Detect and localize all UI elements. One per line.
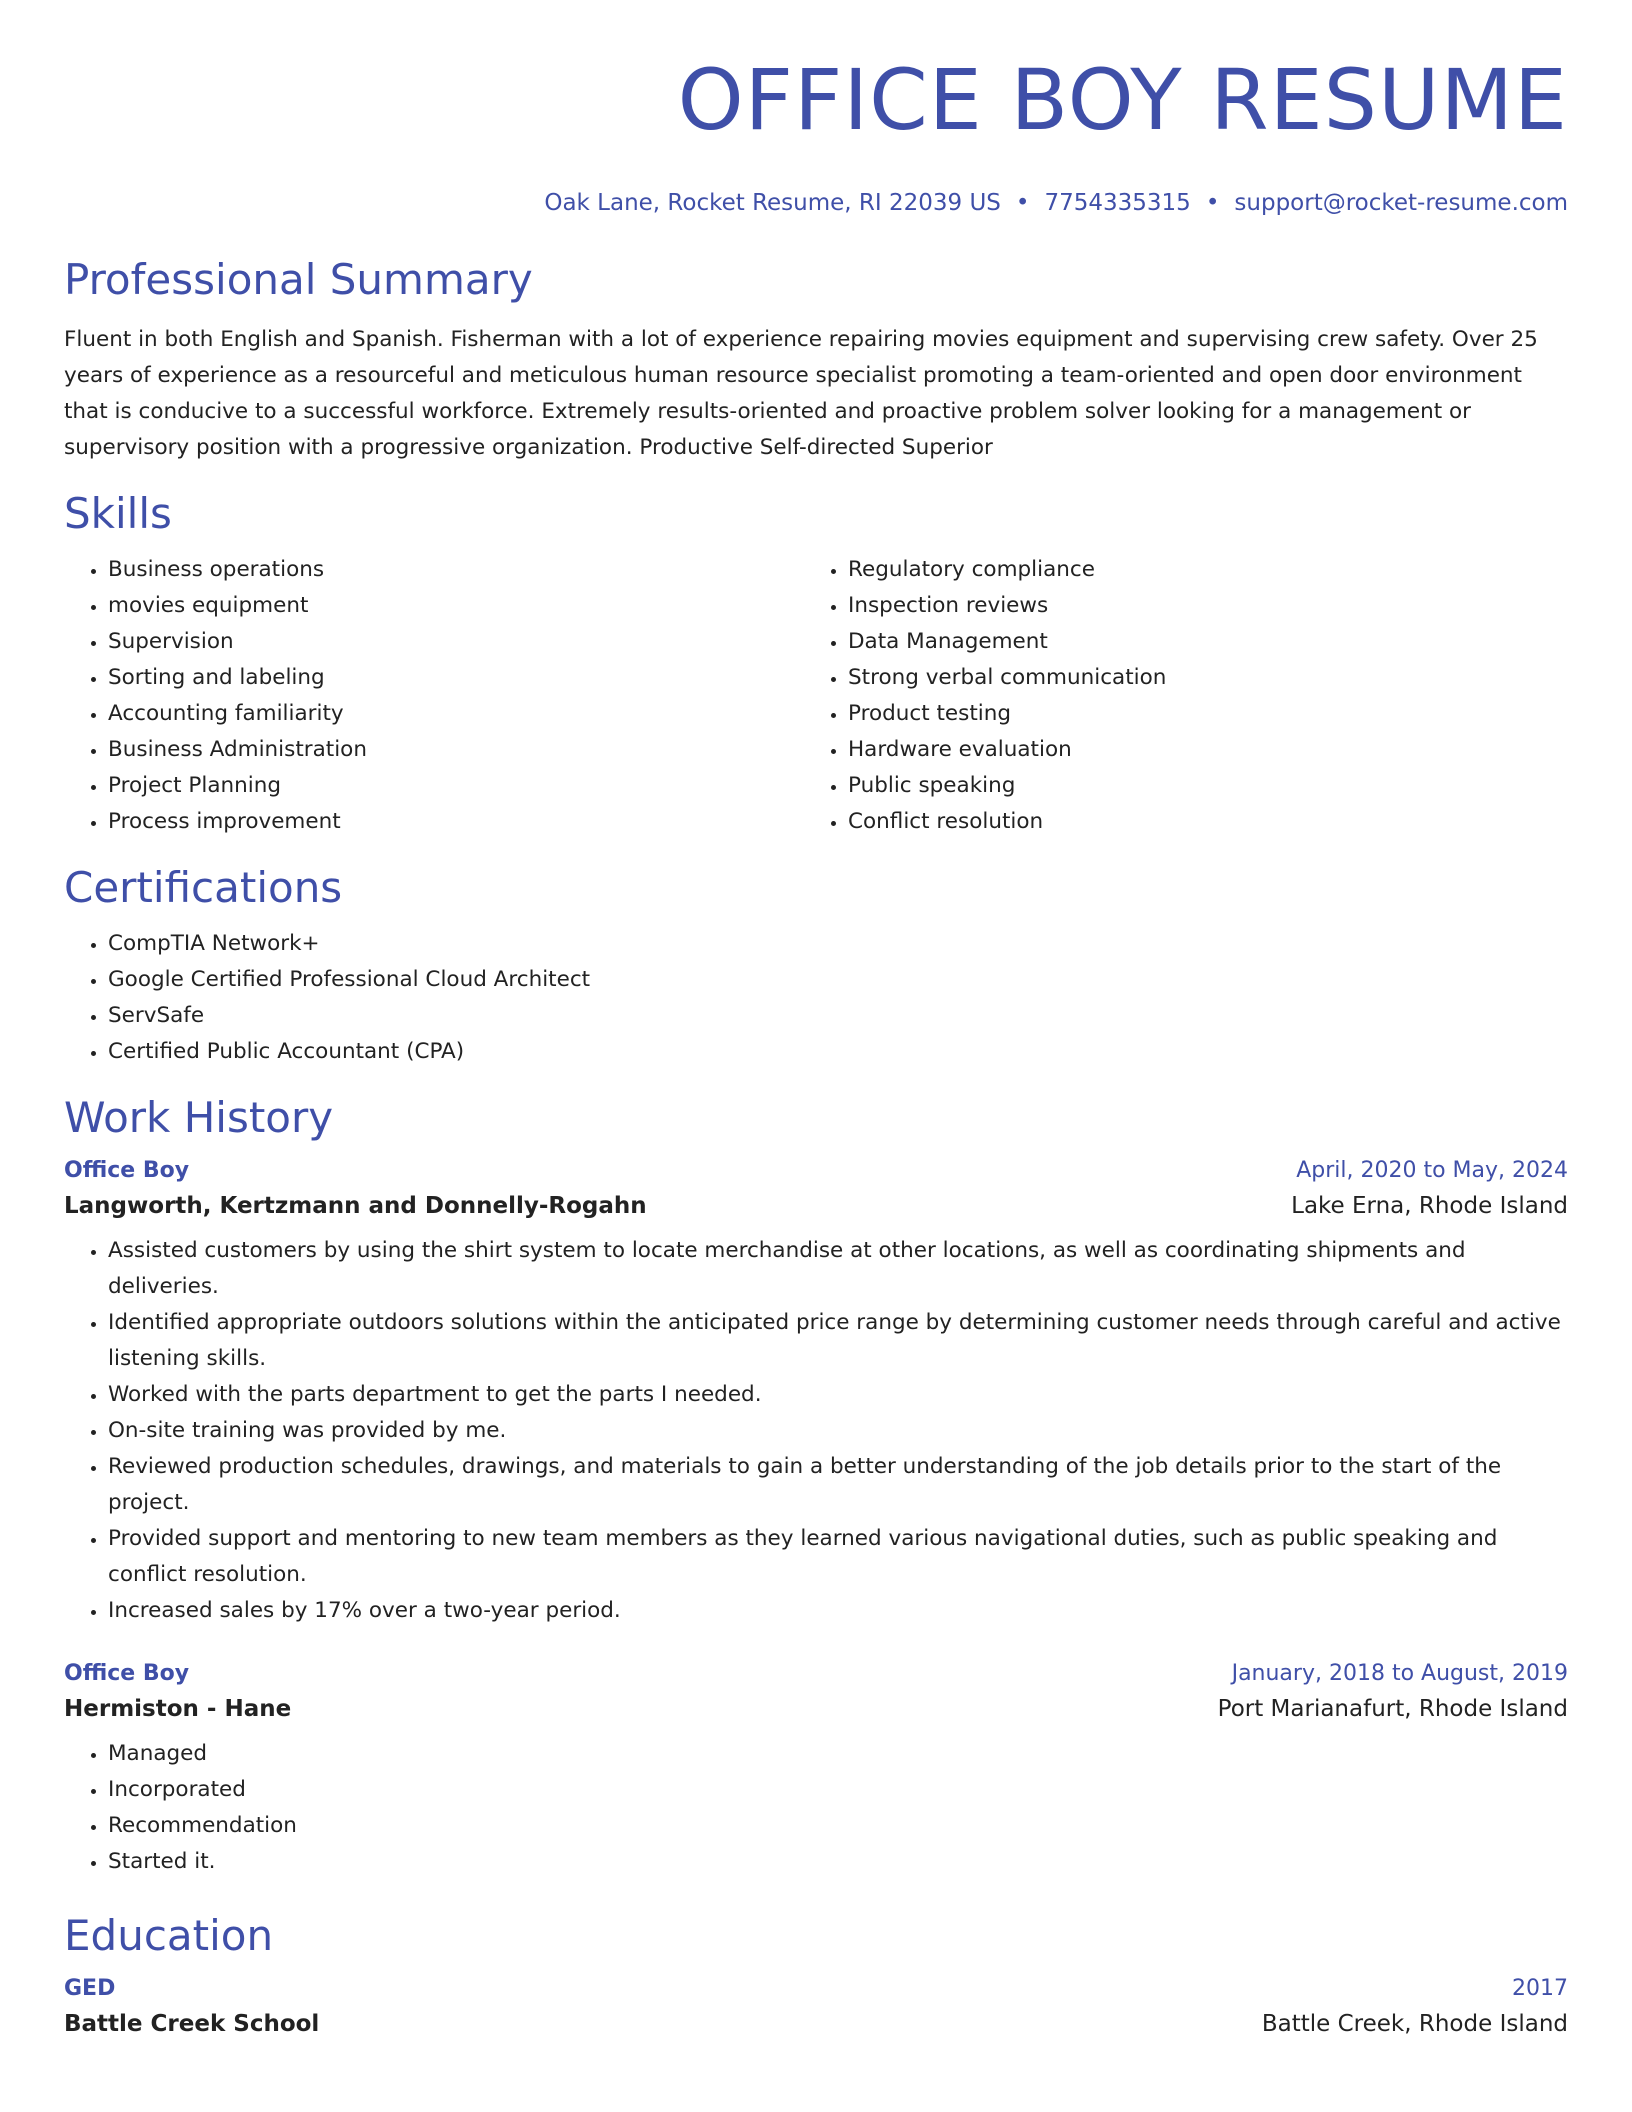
contact-phone: 7754335315 bbox=[1044, 190, 1191, 216]
certification-item: • CompTIA Network+ bbox=[108, 926, 1568, 962]
contact-address: Oak Lane, Rocket Resume, RI 22039 US bbox=[544, 190, 1001, 216]
education-year: 2017 bbox=[1512, 1976, 1568, 2001]
job-company: Hermiston - Hane bbox=[64, 1696, 292, 1722]
certification-item: • Certified Public Accountant (CPA) bbox=[108, 1034, 1568, 1070]
job-bullet: • Reviewed production schedules, drawings, and materials to gain a better understanding of the job details prior to the start of the project. bbox=[108, 1449, 1568, 1521]
skill-item: • Process improvement bbox=[108, 804, 804, 840]
job-bullets bbox=[64, 1736, 1568, 1880]
skill-item: • Data Management bbox=[848, 624, 1544, 660]
contact-line bbox=[64, 190, 1568, 216]
job-header bbox=[64, 1661, 1568, 1686]
job-bullet: • Worked with the parts department to get the parts I needed. bbox=[108, 1377, 1568, 1413]
skill-item: • Regulatory compliance bbox=[848, 552, 1544, 588]
skill-item: • Business operations bbox=[108, 552, 804, 588]
work-history-heading: Work History bbox=[64, 1093, 334, 1142]
certifications-section bbox=[64, 862, 1568, 1070]
education-entry bbox=[64, 1976, 1568, 2037]
skill-item: • Inspection reviews bbox=[848, 588, 1544, 624]
skill-item: • movies equipment bbox=[108, 588, 804, 624]
job-subheader bbox=[64, 1193, 1568, 1219]
skills-list-right bbox=[804, 552, 1544, 840]
education-heading: Education bbox=[64, 1911, 274, 1960]
education-location: Battle Creek, Rhode Island bbox=[1261, 2011, 1568, 2037]
job-header bbox=[64, 1158, 1568, 1183]
skill-item: • Accounting familiarity bbox=[108, 696, 804, 732]
contact-email[interactable]: support@rocket-resume.com bbox=[1234, 190, 1568, 216]
skills-list-left bbox=[64, 552, 804, 840]
job-bullet: • Managed bbox=[108, 1736, 1568, 1772]
skill-item: • Project Planning bbox=[108, 768, 804, 804]
job-subheader bbox=[64, 1696, 1568, 1722]
education-header bbox=[64, 1976, 1568, 2001]
skill-item: • Hardware evaluation bbox=[848, 732, 1544, 768]
skill-item: • Strong verbal communication bbox=[848, 660, 1544, 696]
skills-grid bbox=[64, 552, 1568, 840]
summary-section bbox=[64, 254, 1568, 466]
education-degree: GED bbox=[64, 1976, 116, 2001]
resume-title: OFFICE BOY RESUME bbox=[677, 51, 1568, 149]
job-bullet: • Recommendation bbox=[108, 1808, 1568, 1844]
summary-heading: Professional Summary bbox=[64, 255, 533, 304]
job-bullet: • Started it. bbox=[108, 1844, 1568, 1880]
job-bullet: • Provided support and mentoring to new team members as they learned various navigational duties, such as public speaking and conflict resolution. bbox=[108, 1521, 1568, 1593]
education-subheader bbox=[64, 2011, 1568, 2037]
job-entry bbox=[64, 1661, 1568, 1880]
skill-item: • Sorting and labeling bbox=[108, 660, 804, 696]
education-section bbox=[64, 1910, 1568, 2037]
job-location: Lake Erna, Rhode Island bbox=[1291, 1193, 1568, 1219]
certifications-heading: Certifications bbox=[64, 863, 343, 912]
job-company: Langworth, Kertzmann and Donnelly-Rogahn bbox=[64, 1193, 647, 1219]
skills-heading: Skills bbox=[64, 489, 172, 538]
job-dates: April, 2020 to May, 2024 bbox=[1296, 1158, 1568, 1183]
job-bullet: • On-site training was provided by me. bbox=[108, 1413, 1568, 1449]
job-bullet: • Increased sales by 17% over a two-year period. bbox=[108, 1593, 1568, 1629]
job-bullet: • Incorporated bbox=[108, 1772, 1568, 1808]
certification-item: • Google Certified Professional Cloud Architect bbox=[108, 962, 1568, 998]
job-dates: January, 2018 to August, 2019 bbox=[1231, 1661, 1568, 1686]
skill-item: • Business Administration bbox=[108, 732, 804, 768]
certification-item: • ServSafe bbox=[108, 998, 1568, 1034]
summary-text: Fluent in both English and Spanish. Fisherman with a lot of experience repairing movies equipment and supervising crew safety. Over 25 years of experience as a resourceful and meticulous human resource specialist promoting a team-oriented and open door environment that is conducive to a successful workforce. Extremely results-oriented and proactive problem solver looking for a management or supervisory position with a progressive organization. Productive Self-directed Superior bbox=[64, 327, 1538, 460]
skill-item: • Public speaking bbox=[848, 768, 1544, 804]
skill-item: • Product testing bbox=[848, 696, 1544, 732]
job-title: Office Boy bbox=[64, 1158, 190, 1183]
education-school: Battle Creek School bbox=[64, 2011, 320, 2037]
skills-column-left bbox=[64, 552, 804, 840]
certifications-list bbox=[64, 926, 1568, 1070]
job-bullet: • Assisted customers by using the shirt system to locate merchandise at other locations, as well as coordinating shipments and deliveries. bbox=[108, 1233, 1568, 1305]
job-location: Port Marianafurt, Rhode Island bbox=[1217, 1696, 1568, 1722]
skills-column-right bbox=[804, 552, 1544, 840]
job-title: Office Boy bbox=[64, 1661, 190, 1686]
job-bullets bbox=[64, 1233, 1568, 1629]
job-entry bbox=[64, 1158, 1568, 1629]
job-bullet: • Identified appropriate outdoors solutions within the anticipated price range by determining customer needs through careful and active listening skills. bbox=[108, 1305, 1568, 1377]
contact-separator: • bbox=[1205, 190, 1220, 216]
skills-section bbox=[64, 488, 1568, 840]
skill-item: • Conflict resolution bbox=[848, 804, 1544, 840]
work-history-section bbox=[64, 1092, 1568, 1880]
contact-separator: • bbox=[1015, 190, 1030, 216]
skill-item: • Supervision bbox=[108, 624, 804, 660]
